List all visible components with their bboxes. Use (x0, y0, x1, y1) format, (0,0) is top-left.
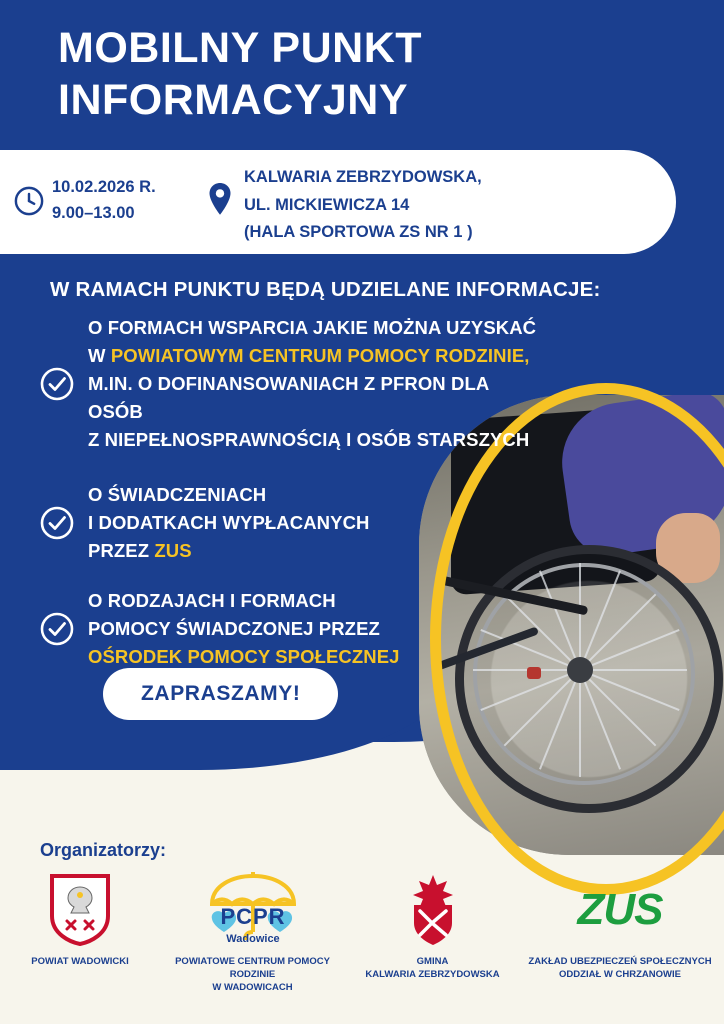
bullet-1-line-1: O FORMACH WSPARCIA JAKIE MOŻNA UZYSKAĆ (88, 317, 537, 338)
organizer-caption: POWIATOWE CENTRUM POMOCY RODZINIE W WADOWICACH (175, 956, 330, 993)
bullet-1-line-3: M.IN. O DOFINANSOWANIACH Z PFRON DLA OSÓB (88, 373, 489, 423)
title-line-2: INFORMACYJNY (58, 76, 409, 125)
organizers-logos (0, 870, 724, 1015)
pcpr-logo-text: PCPR (219, 904, 286, 929)
pcpr-wadowice-logo-icon (160, 870, 345, 950)
organizer-zus (520, 870, 720, 982)
lead-text: W RAMACH PUNKTU BĘDĄ UDZIELANE INFORMACJE: (50, 278, 601, 301)
bullet-2-line-2: I DODATKACH WYPŁACANYCH (88, 511, 370, 533)
list-item-text (88, 587, 400, 671)
pcpr-logo-subtext: Wadowice (225, 933, 280, 945)
organizer-caption: ZAKŁAD UBEZPIECZEŃ SPOŁECZNYCH ODDZIAŁ W CHRZANOWIE (528, 956, 712, 980)
address-line-2: UL. MICKIEWICZA 14 (244, 195, 410, 214)
page-title (58, 22, 698, 127)
bullet-3-line-1: O RODZAJACH I FORMACH (88, 589, 336, 611)
list-item (40, 481, 540, 565)
organizer-caption: POWIAT WADOWICKI (31, 956, 129, 967)
event-time: 9.00–13.00 (52, 204, 135, 223)
event-datetime (52, 174, 156, 227)
powiat-wadowicki-coat-of-arms-icon (0, 870, 160, 950)
address-line-3: (HALA SPORTOWA ZS NR 1 ) (244, 223, 473, 242)
bullet-1-line-4: Z NIEPEŁNOSPRAWNOŚCIĄ I OSÓB STARSZYCH (88, 429, 530, 451)
title-line-1: MOBILNY PUNKT (58, 24, 423, 72)
zus-logo-text: ZUS (577, 885, 663, 935)
bullet-1-line-2-highlight: POWIATOWYM CENTRUM POMOCY RODZINIE, (110, 345, 530, 367)
check-circle-icon (40, 506, 74, 540)
clock-icon (14, 186, 44, 216)
gmina-kalwaria-zebrzydowska-coat-of-arms-icon (345, 870, 520, 950)
list-item-text (88, 481, 370, 565)
organizer-caption: GMINA KALWARIA ZEBRZYDOWSKA (365, 956, 500, 980)
list-item-text (88, 314, 540, 455)
check-circle-icon (40, 367, 74, 401)
check-circle-icon (40, 612, 74, 646)
address-line-1: KALWARIA ZEBRZYDOWSKA, (244, 168, 482, 186)
bullet-1-line-2-prefix: W (88, 345, 111, 367)
event-address (244, 164, 482, 247)
bullet-3-line-3-highlight: OŚRODEK POMOCY SPOŁECZNEJ (88, 646, 400, 668)
bullet-3-line-2: POMOCY ŚWIADCZONEJ PRZEZ (88, 617, 380, 639)
list-item (40, 587, 540, 671)
organizer-powiat-wadowicki (0, 870, 160, 969)
bullet-2-line-3-prefix: PRZEZ (88, 539, 155, 561)
organizers-label: Organizatorzy: (40, 840, 167, 860)
map-pin-icon (207, 182, 233, 216)
list-item (40, 314, 540, 455)
organizer-pcpr-wadowice (160, 870, 345, 994)
info-bullet-list (40, 314, 540, 693)
bullet-2-line-1: O ŚWIADCZENIACH (88, 483, 267, 505)
invitation-badge[interactable]: ZAPRASZAMY! (103, 668, 338, 720)
bullet-2-line-3-highlight: ZUS (154, 539, 192, 561)
organizer-gmina-kalwaria (345, 870, 520, 982)
event-info-band (0, 150, 676, 254)
event-date: 10.02.2026 R. (52, 178, 156, 196)
zus-logo-icon (520, 870, 720, 950)
